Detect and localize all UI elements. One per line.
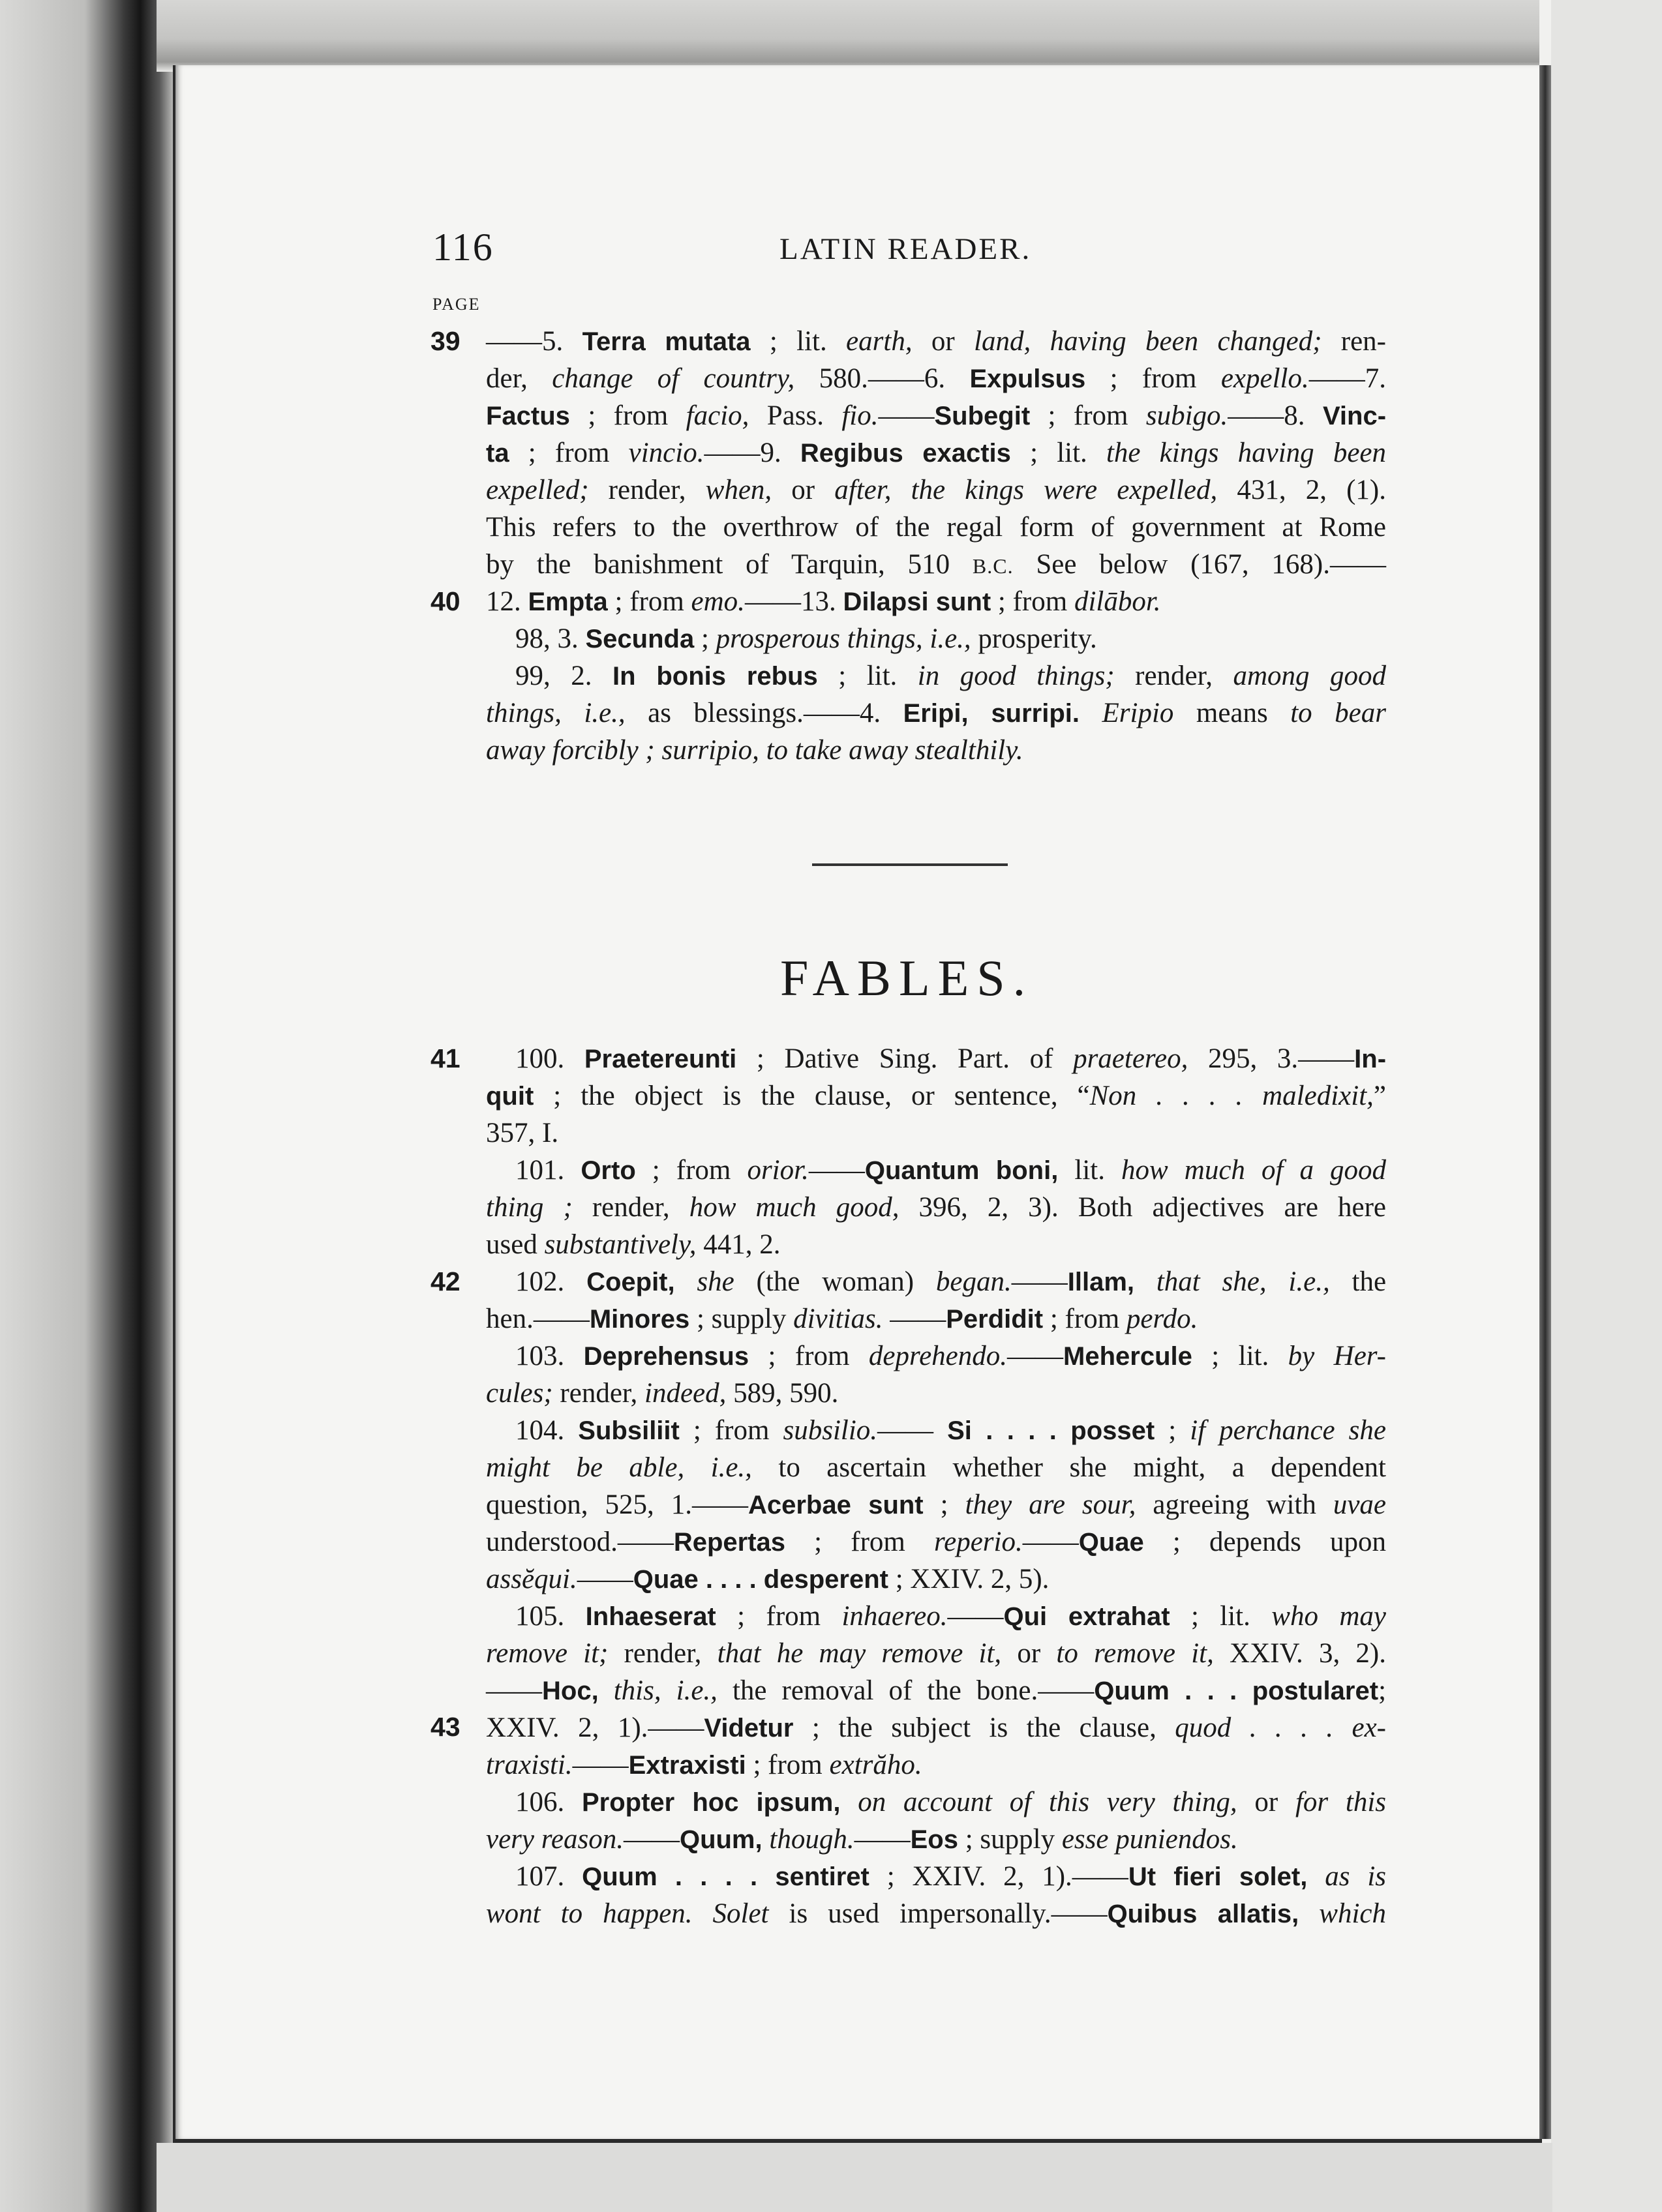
note-line: 106. Propter hoc ipsum, on account of this very thing, or for this bbox=[515, 1787, 1387, 1817]
scan-right-background bbox=[1551, 0, 1662, 2212]
note-line: understood.——Repertas ; from reperio.——Quae ; depends upon bbox=[486, 1527, 1386, 1557]
note-line: question, 525, 1.——Acerbae sunt ; they are sour, agreeing with uvae bbox=[486, 1489, 1387, 1520]
note-line: XXIV. 2, 1).——Videtur ; the subject is the clause, quod . . . . ex- bbox=[486, 1712, 1386, 1743]
note-line: 107. Quum . . . . sentiret ; XXIV. 2, 1).——Ut fieri solet, as is bbox=[515, 1861, 1387, 1892]
note-line: 98, 3. Secunda ; prosperous things, i.e., prosperity. bbox=[515, 623, 1097, 654]
margin-page-ref: 39 bbox=[431, 326, 461, 356]
notes-block-fables bbox=[486, 1040, 1386, 1932]
note-line: 104. Subsiliit ; from subsilio.—— Si . . . . posset ; if perchance she bbox=[515, 1415, 1386, 1446]
scan-bottom-edge bbox=[157, 2143, 1552, 2212]
note-line: thing ; render, how much good, 396, 2, 3). Both adjectives are here bbox=[486, 1192, 1386, 1223]
note-line: quit ; the object is the clause, or sentence, “Non . . . . maledixit,” bbox=[486, 1081, 1386, 1111]
note-line: ——5. Terra mutata ; lit. earth, or land, having been changed; ren- bbox=[486, 326, 1387, 357]
note-line: by the banishment of Tarquin, 510 B.C. See below (167, 168).—— bbox=[486, 549, 1386, 580]
note-line: 357, I. bbox=[486, 1118, 559, 1148]
note-line: things, i.e., as blessings.——4. Eripi, surripi. Eripio means to bear bbox=[486, 698, 1386, 728]
note-line: der, change of country, 580.——6. Expulsus ; from expello.——7. bbox=[486, 363, 1386, 394]
note-line: 103. Deprehensus ; from deprehendo.——Mehercule ; lit. by Her- bbox=[515, 1341, 1387, 1371]
page-right-edge bbox=[1539, 65, 1551, 2139]
margin-page-ref: 40 bbox=[431, 586, 461, 616]
note-line: expelled; render, when, or after, the kings were expelled, 431, 2, (1). bbox=[486, 475, 1386, 505]
note-line: used substantively, 441, 2. bbox=[486, 1229, 781, 1260]
margin-page-ref: 41 bbox=[431, 1043, 461, 1073]
section-title: FABLES. bbox=[780, 949, 1034, 1006]
note-line: 100. Praetereunti ; Dative Sing. Part. of praetereo, 295, 3.——In- bbox=[515, 1043, 1387, 1074]
running-title: LATIN READER. bbox=[779, 232, 1032, 266]
scan-top-edge bbox=[157, 0, 1539, 72]
page-number: 116 bbox=[432, 226, 494, 269]
margin-page-ref: 43 bbox=[431, 1712, 461, 1742]
note-line: ——Hoc, this, i.e., the removal of the bone.——Quum . . . postularet; bbox=[486, 1675, 1387, 1706]
note-line: wont to happen. Solet is used impersonally.——Quibus allatis, which bbox=[486, 1898, 1386, 1929]
note-line: Factus ; from facio, Pass. fio.——Subegit ; from subigo.——8. Vinc- bbox=[486, 400, 1387, 431]
note-line: assĕqui.——Quae . . . . desperent ; XXIV. 2, 5). bbox=[486, 1564, 1050, 1594]
note-line: very reason.——Quum, though.——Eos ; supply esse puniendos. bbox=[486, 1824, 1238, 1855]
note-line: 99, 2. In bonis rebus ; lit. in good things; render, among good bbox=[515, 661, 1386, 691]
note-line: might be able, i.e., to ascertain whether she might, a dependent bbox=[486, 1452, 1386, 1483]
note-line: 101. Orto ; from orior.——Quantum boni, lit. how much of a good bbox=[515, 1155, 1387, 1186]
note-line: remove it; render, that he may remove it, or to remove it, XXIV. 3, 2). bbox=[486, 1638, 1386, 1669]
page-column-label: PAGE bbox=[432, 295, 481, 314]
note-line: This refers to the overthrow of the regal form of government at Rome bbox=[486, 512, 1386, 543]
note-line: ta ; from vincio.——9. Regibus exactis ; lit. the kings having been bbox=[486, 438, 1386, 468]
note-line: 105. Inhaeserat ; from inhaereo.——Qui extrahat ; lit. who may bbox=[515, 1601, 1386, 1632]
margin-page-ref: 42 bbox=[431, 1266, 461, 1296]
notes-block-page-39-40 bbox=[486, 323, 1386, 769]
note-line: traxisti.——Extraxisti ; from extrăho. bbox=[486, 1750, 922, 1780]
note-line: cules; render, indeed, 589, 590. bbox=[486, 1378, 839, 1409]
note-line: 12. Empta ; from emo.——13. Dilapsi sunt ; from dilābor. bbox=[486, 586, 1161, 617]
note-line: away forcibly ; surripio, to take away stealthily. bbox=[486, 735, 1023, 766]
note-line: hen.——Minores ; supply divitias. ——Perdidit ; from perdo. bbox=[486, 1304, 1198, 1334]
section-divider-rule bbox=[812, 863, 1008, 866]
note-line: 102. Coepit, she (the woman) began.——Illam, that she, i.e., the bbox=[515, 1266, 1387, 1297]
scan-binding-edge bbox=[0, 0, 176, 2212]
